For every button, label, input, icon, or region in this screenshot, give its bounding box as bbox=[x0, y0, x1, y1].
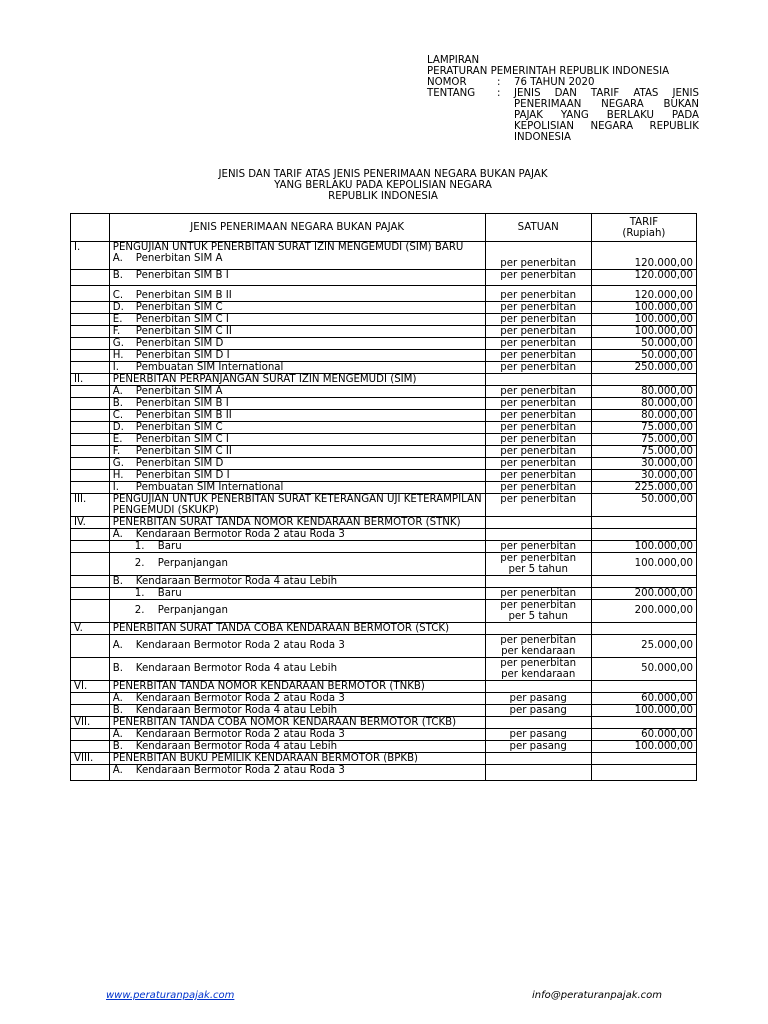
tarif-cell: 225.000,00 bbox=[591, 481, 696, 493]
item-label: Kendaraan Bermotor Roda 2 atau Roda 3 bbox=[135, 528, 345, 540]
item-key: A. bbox=[112, 253, 123, 264]
empty-cell bbox=[591, 242, 696, 254]
empty-cell bbox=[71, 285, 110, 301]
section-number: VII. bbox=[71, 716, 110, 728]
item-label: Penerbitan SIM D I bbox=[135, 469, 230, 481]
section-number: V. bbox=[71, 622, 110, 634]
satuan-line: per kendaraan bbox=[501, 645, 576, 657]
satuan-cell: per penerbitan bbox=[485, 269, 591, 285]
item-cell bbox=[109, 704, 485, 716]
item-label: Pembuatan SIM International bbox=[135, 481, 284, 493]
item-cell bbox=[109, 253, 485, 269]
item-cell bbox=[109, 457, 485, 469]
header-tarif-line2: (Rupiah) bbox=[622, 227, 666, 239]
item-label: Pembuatan SIM International bbox=[135, 361, 284, 373]
nomor-value: 76 TAHUN 2020 bbox=[514, 77, 595, 88]
tarif-cell: 80.000,00 bbox=[591, 385, 696, 397]
item-key: 1. bbox=[134, 540, 145, 552]
satuan-line: per penerbitan bbox=[500, 552, 577, 564]
item-cell bbox=[109, 481, 485, 493]
tarif-cell: 200.000,00 bbox=[591, 587, 696, 599]
empty-cell bbox=[71, 740, 110, 752]
title-line: YANG BERLAKU PADA KEPOLISIAN NEGARA bbox=[274, 180, 492, 191]
item-key: G. bbox=[112, 337, 124, 349]
item-key: H. bbox=[112, 469, 124, 481]
satuan-cell: per penerbitan bbox=[485, 493, 591, 516]
tentang-line: INDONESIA bbox=[514, 132, 571, 143]
section-row bbox=[71, 752, 697, 764]
satuan-cell: per penerbitan bbox=[485, 337, 591, 349]
section-row bbox=[71, 373, 697, 385]
tarif-cell: 75.000,00 bbox=[591, 421, 696, 433]
satuan-cell: per penerbitan bbox=[485, 301, 591, 313]
empty-cell bbox=[71, 433, 110, 445]
empty-cell bbox=[71, 409, 110, 421]
table-row bbox=[71, 313, 697, 325]
item-label: Penerbitan SIM C I bbox=[135, 433, 229, 445]
satuan-line: per 5 tahun bbox=[508, 610, 568, 622]
empty-cell bbox=[71, 337, 110, 349]
section-number: I. bbox=[71, 242, 110, 254]
satuan-cell: per penerbitan bbox=[485, 481, 591, 493]
empty-cell bbox=[71, 481, 110, 493]
empty-cell bbox=[71, 253, 110, 269]
section-title: PENGUJIAN UNTUK PENERBITAN SURAT IZIN MENGEMUDI (SIM) BARU bbox=[109, 242, 485, 254]
table-row bbox=[71, 337, 697, 349]
tarif-cell: 200.000,00 bbox=[591, 599, 696, 622]
tarif-cell: 100.000,00 bbox=[591, 325, 696, 337]
item-cell bbox=[109, 433, 485, 445]
empty-cell bbox=[71, 599, 110, 622]
table-row bbox=[71, 587, 697, 599]
table-row bbox=[71, 349, 697, 361]
item-cell bbox=[109, 575, 485, 587]
tarif-cell: 100.000,00 bbox=[591, 301, 696, 313]
table-row bbox=[71, 361, 697, 373]
item-key: A. bbox=[112, 528, 123, 540]
item-key: F. bbox=[112, 445, 121, 457]
tarif-cell: 50.000,00 bbox=[591, 493, 696, 516]
tarif-cell: 60.000,00 bbox=[591, 728, 696, 740]
satuan-cell: per penerbitan bbox=[485, 421, 591, 433]
table-row bbox=[71, 301, 697, 313]
empty-cell bbox=[71, 361, 110, 373]
table-row bbox=[71, 445, 697, 457]
empty-cell bbox=[71, 634, 110, 657]
item-label: Penerbitan SIM B I bbox=[135, 397, 229, 409]
tentang-row bbox=[427, 88, 699, 143]
table-row bbox=[71, 575, 697, 587]
tentang-line: KEPOLISIAN NEGARA REPUBLIK bbox=[514, 121, 699, 132]
tarif-cell: 25.000,00 bbox=[591, 634, 696, 657]
empty-cell bbox=[591, 716, 696, 728]
table-row bbox=[71, 657, 697, 680]
satuan-cell: per penerbitan bbox=[485, 469, 591, 481]
satuan-cell bbox=[485, 657, 591, 680]
tentang-line: PENERIMAAN NEGARA BUKAN bbox=[514, 99, 699, 110]
item-key: A. bbox=[112, 385, 123, 397]
item-cell bbox=[109, 692, 485, 704]
satuan-cell: per pasang bbox=[485, 740, 591, 752]
tarif-cell: 30.000,00 bbox=[591, 469, 696, 481]
empty-cell bbox=[591, 680, 696, 692]
tarif-cell: 120.000,00 bbox=[591, 269, 696, 285]
item-key: 2. bbox=[134, 558, 145, 569]
header-jenis: JENIS PENERIMAAN NEGARA BUKAN PAJAK bbox=[109, 214, 485, 242]
item-cell bbox=[109, 349, 485, 361]
header-satuan: SATUAN bbox=[485, 214, 591, 242]
satuan-line: per penerbitan bbox=[500, 657, 577, 669]
item-cell bbox=[109, 337, 485, 349]
empty-cell bbox=[71, 457, 110, 469]
tarif-cell: 250.000,00 bbox=[591, 361, 696, 373]
table-row bbox=[71, 740, 697, 752]
section-row bbox=[71, 516, 697, 528]
item-key: B. bbox=[112, 397, 124, 409]
satuan-cell: per pasang bbox=[485, 704, 591, 716]
empty-cell bbox=[71, 349, 110, 361]
tarif-cell: 50.000,00 bbox=[591, 337, 696, 349]
table-row bbox=[71, 269, 697, 285]
document-title bbox=[70, 169, 696, 202]
item-cell bbox=[109, 740, 485, 752]
item-key: D. bbox=[112, 301, 124, 313]
header-tarif-line1: TARIF bbox=[629, 216, 659, 228]
item-label: Penerbitan SIM D I bbox=[135, 349, 230, 361]
empty-cell bbox=[591, 528, 696, 540]
empty-cell bbox=[71, 385, 110, 397]
item-key: H. bbox=[112, 349, 124, 361]
empty-cell bbox=[485, 622, 591, 634]
satuan-line: per 5 tahun bbox=[508, 563, 568, 575]
item-key: C. bbox=[112, 289, 124, 301]
empty-cell bbox=[71, 269, 110, 285]
empty-cell bbox=[71, 469, 110, 481]
tarif-cell: 50.000,00 bbox=[591, 657, 696, 680]
satuan-cell: per pasang bbox=[485, 692, 591, 704]
empty-cell bbox=[591, 764, 696, 780]
empty-cell bbox=[591, 373, 696, 385]
item-label: Penerbitan SIM C II bbox=[135, 325, 232, 337]
item-cell bbox=[109, 361, 485, 373]
satuan-cell bbox=[485, 634, 591, 657]
table-row bbox=[71, 457, 697, 469]
section-title: PENGUJIAN UNTUK PENERBITAN SURAT KETERANGAN UJI KETERAMPILAN PENGEMUDI (SKUKP) bbox=[109, 493, 485, 516]
table-row bbox=[71, 285, 697, 301]
section-row bbox=[71, 242, 697, 254]
item-label: Kendaraan Bermotor Roda 4 atau Lebih bbox=[135, 704, 338, 716]
satuan-cell: per penerbitan bbox=[485, 540, 591, 552]
table-row bbox=[71, 764, 697, 780]
item-cell bbox=[109, 285, 485, 301]
item-label: Kendaraan Bermotor Roda 2 atau Roda 3 bbox=[135, 692, 345, 704]
table-row bbox=[71, 421, 697, 433]
table-row bbox=[71, 540, 697, 552]
tentang-line: JENIS DAN TARIF ATAS JENIS bbox=[514, 88, 699, 99]
satuan-cell bbox=[485, 552, 591, 575]
section-title: PENERBITAN TANDA NOMOR KENDARAAN BERMOTOR (TNKB) bbox=[109, 680, 485, 692]
tarif-cell: 75.000,00 bbox=[591, 433, 696, 445]
item-key: I. bbox=[112, 481, 120, 493]
tariff-table bbox=[70, 213, 697, 781]
item-cell bbox=[109, 269, 485, 285]
item-label: Perpanjangan bbox=[157, 558, 228, 569]
item-cell bbox=[109, 445, 485, 457]
tarif-cell: 100.000,00 bbox=[591, 740, 696, 752]
item-key: I. bbox=[112, 361, 120, 373]
item-key: C. bbox=[112, 409, 124, 421]
item-label: Penerbitan SIM D bbox=[135, 457, 224, 469]
item-cell bbox=[109, 587, 485, 599]
tarif-cell: 80.000,00 bbox=[591, 397, 696, 409]
tentang-colon: : bbox=[497, 88, 501, 99]
section-number: VI. bbox=[71, 680, 110, 692]
satuan-line: per kendaraan bbox=[501, 668, 576, 680]
item-label: Baru bbox=[157, 540, 182, 552]
item-label: Baru bbox=[157, 587, 182, 599]
empty-cell bbox=[71, 301, 110, 313]
satuan-cell: per penerbitan bbox=[485, 397, 591, 409]
item-label: Kendaraan Bermotor Roda 2 atau Roda 3 bbox=[135, 764, 345, 776]
satuan-cell: per penerbitan bbox=[485, 457, 591, 469]
section-title: PENERBITAN SURAT TANDA COBA KENDARAAN BERMOTOR (STCK) bbox=[109, 622, 485, 634]
item-label: Penerbitan SIM C II bbox=[135, 445, 232, 457]
item-label: Kendaraan Bermotor Roda 4 atau Lebih bbox=[135, 740, 338, 752]
tarif-cell: 30.000,00 bbox=[591, 457, 696, 469]
section-title: PENERBITAN BUKU PEMILIK KENDARAAN BERMOTOR (BPKB) bbox=[109, 752, 485, 764]
tentang-label: TENTANG bbox=[427, 88, 476, 99]
item-label: Penerbitan SIM B I bbox=[135, 269, 229, 281]
item-label: Penerbitan SIM A bbox=[135, 385, 223, 397]
section-row bbox=[71, 622, 697, 634]
item-label: Penerbitan SIM B II bbox=[135, 409, 232, 421]
empty-cell bbox=[71, 657, 110, 680]
table-row bbox=[71, 692, 697, 704]
tarif-cell: 80.000,00 bbox=[591, 409, 696, 421]
tarif-cell: 50.000,00 bbox=[591, 349, 696, 361]
item-cell bbox=[109, 421, 485, 433]
item-label: Penerbitan SIM C bbox=[135, 421, 223, 433]
item-label: Kendaraan Bermotor Roda 2 atau Roda 3 bbox=[135, 728, 345, 740]
empty-cell bbox=[485, 575, 591, 587]
item-cell bbox=[109, 764, 485, 780]
section-number: IV. bbox=[71, 516, 110, 528]
empty-cell bbox=[71, 764, 110, 780]
nomor-row bbox=[427, 77, 699, 88]
item-cell bbox=[109, 385, 485, 397]
empty-cell bbox=[71, 692, 110, 704]
item-cell bbox=[109, 599, 485, 622]
item-cell bbox=[109, 409, 485, 421]
satuan-cell: per penerbitan bbox=[485, 313, 591, 325]
peraturan-label: PERATURAN PEMERINTAH REPUBLIK INDONESIA bbox=[427, 66, 670, 77]
item-key: B. bbox=[112, 663, 124, 674]
satuan-cell: per penerbitan bbox=[485, 587, 591, 599]
empty-cell bbox=[591, 622, 696, 634]
item-cell bbox=[109, 657, 485, 680]
item-label: Penerbitan SIM C I bbox=[135, 313, 229, 325]
item-key: B. bbox=[112, 704, 124, 716]
email-link[interactable]: info@peraturanpajak.com bbox=[532, 990, 663, 1001]
satuan-cell bbox=[485, 599, 591, 622]
empty-cell bbox=[485, 242, 591, 254]
empty-cell bbox=[71, 728, 110, 740]
item-cell bbox=[109, 325, 485, 337]
satuan-cell: per penerbitan bbox=[485, 253, 591, 269]
section-row bbox=[71, 716, 697, 728]
empty-cell bbox=[71, 397, 110, 409]
empty-cell bbox=[485, 373, 591, 385]
header-no-cell bbox=[71, 214, 110, 242]
item-cell bbox=[109, 528, 485, 540]
satuan-cell: per penerbitan bbox=[485, 325, 591, 337]
empty-cell bbox=[485, 764, 591, 780]
empty-cell bbox=[591, 575, 696, 587]
item-cell bbox=[109, 552, 485, 575]
lampiran-label: LAMPIRAN bbox=[427, 55, 480, 66]
item-key: A. bbox=[112, 692, 123, 704]
item-key: E. bbox=[112, 433, 123, 445]
title-line: REPUBLIK INDONESIA bbox=[328, 191, 438, 202]
item-key: B. bbox=[112, 269, 124, 281]
title-line: JENIS DAN TARIF ATAS JENIS PENERIMAAN NEGARA BUKAN PAJAK bbox=[218, 169, 548, 180]
empty-cell bbox=[71, 313, 110, 325]
tarif-cell: 100.000,00 bbox=[591, 552, 696, 575]
satuan-cell: per penerbitan bbox=[485, 349, 591, 361]
item-key: A. bbox=[112, 728, 123, 740]
table-row bbox=[71, 409, 697, 421]
tarif-cell: 120.000,00 bbox=[591, 285, 696, 301]
tarif-cell: 100.000,00 bbox=[591, 704, 696, 716]
item-cell bbox=[109, 634, 485, 657]
table-row bbox=[71, 253, 697, 269]
empty-cell bbox=[71, 552, 110, 575]
nomor-label: NOMOR bbox=[427, 77, 467, 88]
item-label: Penerbitan SIM D bbox=[135, 337, 224, 349]
table-row bbox=[71, 704, 697, 716]
lampiran-header bbox=[427, 55, 699, 143]
satuan-cell: per penerbitan bbox=[485, 285, 591, 301]
table-row bbox=[71, 397, 697, 409]
table-row bbox=[71, 481, 697, 493]
empty-cell bbox=[71, 528, 110, 540]
tarif-cell: 75.000,00 bbox=[591, 445, 696, 457]
tarif-cell: 60.000,00 bbox=[591, 692, 696, 704]
item-key: E. bbox=[112, 313, 123, 325]
satuan-cell: per penerbitan bbox=[485, 409, 591, 421]
table-row bbox=[71, 528, 697, 540]
item-cell bbox=[109, 728, 485, 740]
tentang-line: PAJAK YANG BERLAKU PADA bbox=[514, 110, 699, 121]
table-row bbox=[71, 385, 697, 397]
item-key: D. bbox=[112, 421, 124, 433]
table-row bbox=[71, 552, 697, 575]
table-row bbox=[71, 634, 697, 657]
item-key: A. bbox=[112, 640, 123, 651]
tarif-cell: 100.000,00 bbox=[591, 540, 696, 552]
satuan-line: per penerbitan bbox=[500, 634, 577, 646]
section-title: PENERBITAN PERPANJANGAN SURAT IZIN MENGEMUDI (SIM) bbox=[109, 373, 485, 385]
empty-cell bbox=[71, 421, 110, 433]
item-label: Penerbitan SIM B II bbox=[135, 289, 232, 301]
section-row bbox=[71, 680, 697, 692]
item-label: Kendaraan Bermotor Roda 4 atau Lebih bbox=[135, 663, 338, 674]
empty-cell bbox=[485, 516, 591, 528]
satuan-cell: per penerbitan bbox=[485, 385, 591, 397]
satuan-cell: per penerbitan bbox=[485, 361, 591, 373]
item-cell bbox=[109, 301, 485, 313]
item-label: Penerbitan SIM A bbox=[135, 253, 223, 264]
empty-cell bbox=[71, 575, 110, 587]
table-row bbox=[71, 599, 697, 622]
empty-cell bbox=[71, 445, 110, 457]
section-title: PENERBITAN SURAT TANDA NOMOR KENDARAAN BERMOTOR (STNK) bbox=[109, 516, 485, 528]
tarif-cell: 120.000,00 bbox=[591, 253, 696, 269]
item-key: F. bbox=[112, 325, 121, 337]
item-key: 1. bbox=[134, 587, 145, 599]
satuan-cell: per penerbitan bbox=[485, 445, 591, 457]
empty-cell bbox=[71, 540, 110, 552]
satuan-line: per penerbitan bbox=[500, 599, 577, 611]
item-key: 2. bbox=[134, 605, 145, 616]
table-row bbox=[71, 325, 697, 337]
empty-cell bbox=[485, 752, 591, 764]
tentang-value bbox=[514, 88, 699, 143]
item-label: Perpanjangan bbox=[157, 605, 228, 616]
empty-cell bbox=[71, 704, 110, 716]
website-link[interactable]: www.peraturanpajak.com bbox=[106, 990, 235, 1001]
table-row bbox=[71, 433, 697, 445]
empty-cell bbox=[71, 587, 110, 599]
item-cell bbox=[109, 313, 485, 325]
satuan-cell: per penerbitan bbox=[485, 433, 591, 445]
section-number: II. bbox=[71, 373, 110, 385]
section-title: PENERBITAN TANDA COBA NOMOR KENDARAAN BERMOTOR (TCKB) bbox=[109, 716, 485, 728]
nomor-colon: : bbox=[497, 77, 501, 88]
table-row bbox=[71, 728, 697, 740]
empty-cell bbox=[71, 325, 110, 337]
item-cell bbox=[109, 540, 485, 552]
empty-cell bbox=[591, 752, 696, 764]
satuan-cell: per pasang bbox=[485, 728, 591, 740]
empty-cell bbox=[591, 516, 696, 528]
tarif-cell: 100.000,00 bbox=[591, 313, 696, 325]
section-number: III. bbox=[71, 493, 110, 516]
item-label: Kendaraan Bermotor Roda 4 atau Lebih bbox=[135, 575, 338, 587]
empty-cell bbox=[485, 716, 591, 728]
item-label: Penerbitan SIM C bbox=[135, 301, 223, 313]
item-label: Kendaraan Bermotor Roda 2 atau Roda 3 bbox=[135, 640, 345, 651]
item-cell bbox=[109, 397, 485, 409]
item-key: B. bbox=[112, 740, 124, 752]
header-tarif bbox=[591, 214, 696, 242]
empty-cell bbox=[485, 680, 591, 692]
section-number: VIII. bbox=[71, 752, 110, 764]
table-header-row bbox=[71, 214, 697, 242]
item-key: B. bbox=[112, 575, 124, 587]
item-key: A. bbox=[112, 764, 123, 776]
item-key: G. bbox=[112, 457, 124, 469]
section-row bbox=[71, 493, 697, 516]
item-cell bbox=[109, 469, 485, 481]
empty-cell bbox=[485, 528, 591, 540]
table-row bbox=[71, 469, 697, 481]
